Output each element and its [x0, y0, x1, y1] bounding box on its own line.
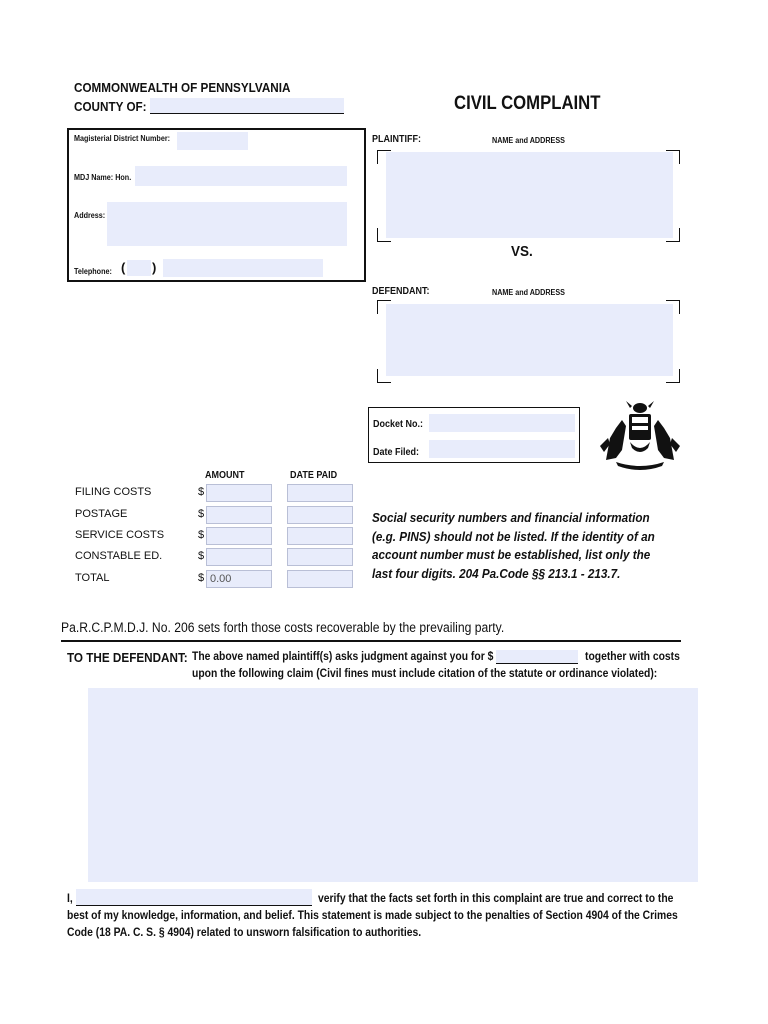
address-label: Address:	[74, 211, 106, 220]
rule-text: Pa.R.C.P.M.D.J. No. 206 sets forth those costs recoverable by the prevailing party.	[61, 620, 505, 635]
ssn-notice-line: account number must be established, list only the	[372, 547, 651, 562]
district-number-label: Magisterial District Number:	[74, 134, 171, 143]
mdj-address-input[interactable]	[107, 202, 347, 246]
verification-line3: Code (18 PA. C. S. § 4904) related to unsworn falsification to authorities.	[67, 927, 422, 939]
total-label: TOTAL	[75, 572, 110, 584]
date-filed-label: Date Filed:	[373, 447, 420, 458]
phone-paren-open: (	[121, 260, 126, 275]
defendant-name-address-input[interactable]	[386, 304, 673, 376]
section-divider	[61, 640, 681, 642]
currency-symbol: $	[198, 508, 205, 520]
judgment-text: The above named plaintiff(s) asks judgment against you for $	[192, 651, 494, 663]
filing-costs-label: FILING COSTS	[75, 486, 152, 498]
total-date-paid-input[interactable]	[287, 570, 353, 588]
defendant-label: DEFENDANT:	[372, 286, 430, 297]
currency-symbol: $	[198, 486, 205, 498]
judgment-amount-underline	[496, 663, 578, 664]
verification-line2: best of my knowledge, information, and belief. This statement is made subject to the penalties of Section 4904 of the Crimes	[67, 910, 678, 922]
postage-label: POSTAGE	[75, 508, 128, 520]
postage-amount-input[interactable]	[206, 506, 272, 524]
plaintiff-name-address-input[interactable]	[386, 152, 673, 238]
ssn-notice-line: last four digits. 204 Pa.Code §§ 213.1 - 213.7.	[372, 565, 621, 581]
verifier-name-underline	[76, 905, 312, 906]
service-costs-date-paid-input[interactable]	[287, 527, 353, 545]
telephone-input[interactable]	[163, 259, 323, 277]
total-amount-input[interactable]: 0.00	[206, 570, 272, 588]
verification-line1: verify that the facts set forth in this complaint are true and correct to the	[318, 893, 674, 905]
claim-instruction-text: upon the following claim (Civil fines must include citation of the statute or ordinance violated):	[192, 668, 658, 680]
county-label: COUNTY OF:	[74, 99, 147, 114]
county-underline	[150, 113, 344, 114]
constable-ed-date-paid-input[interactable]	[287, 548, 353, 566]
mdj-info-box	[67, 128, 366, 282]
page-title: CIVIL COMPLAINT	[454, 93, 601, 114]
plaintiff-name-address-label: NAME and ADDRESS	[492, 136, 565, 145]
docket-number-input[interactable]	[429, 414, 575, 432]
constable-ed-label: CONSTABLE ED.	[75, 550, 163, 562]
verification-i-label: I,	[67, 893, 73, 905]
docket-box	[368, 407, 580, 463]
ssn-notice-line: (e.g. PINS) should not be listed. If the identity of an	[372, 528, 655, 544]
telephone-label: Telephone:	[74, 267, 112, 276]
judgment-amount-input[interactable]	[496, 650, 578, 664]
postage-date-paid-input[interactable]	[287, 506, 353, 524]
vs-label: VS.	[511, 243, 533, 260]
amount-header: AMOUNT	[205, 470, 245, 481]
ssn-notice-line: Social security numbers and financial information	[372, 510, 650, 525]
filing-costs-amount-input[interactable]	[206, 484, 272, 502]
filing-costs-date-paid-input[interactable]	[287, 484, 353, 502]
date-paid-header: DATE PAID	[290, 470, 338, 481]
county-input[interactable]	[150, 98, 344, 113]
phone-paren-close: )	[152, 260, 157, 275]
date-filed-input[interactable]	[429, 440, 575, 458]
constable-ed-amount-input[interactable]	[206, 548, 272, 566]
pennsylvania-seal-icon	[596, 398, 684, 472]
plaintiff-label: PLAINTIFF:	[372, 134, 421, 145]
commonwealth-heading: COMMONWEALTH OF PENNSYLVANIA	[74, 80, 291, 95]
together-with-costs-text: together with costs	[585, 651, 680, 663]
service-costs-label: SERVICE COSTS	[75, 529, 165, 541]
currency-symbol: $	[198, 550, 205, 562]
mdj-name-label: MDJ Name: Hon.	[74, 173, 132, 182]
defendant-name-address-label: NAME and ADDRESS	[492, 288, 565, 297]
currency-symbol: $	[198, 529, 205, 541]
mdj-name-input[interactable]	[135, 166, 347, 186]
currency-symbol: $	[198, 572, 205, 584]
verifier-name-input[interactable]	[76, 889, 312, 905]
claim-text-area[interactable]	[88, 688, 698, 882]
to-defendant-label: TO THE DEFENDANT:	[67, 650, 188, 665]
area-code-input[interactable]	[127, 260, 151, 276]
district-number-input[interactable]	[177, 132, 248, 150]
ssn-notice	[372, 509, 686, 583]
docket-number-label: Docket No.:	[373, 419, 424, 430]
service-costs-amount-input[interactable]	[206, 527, 272, 545]
